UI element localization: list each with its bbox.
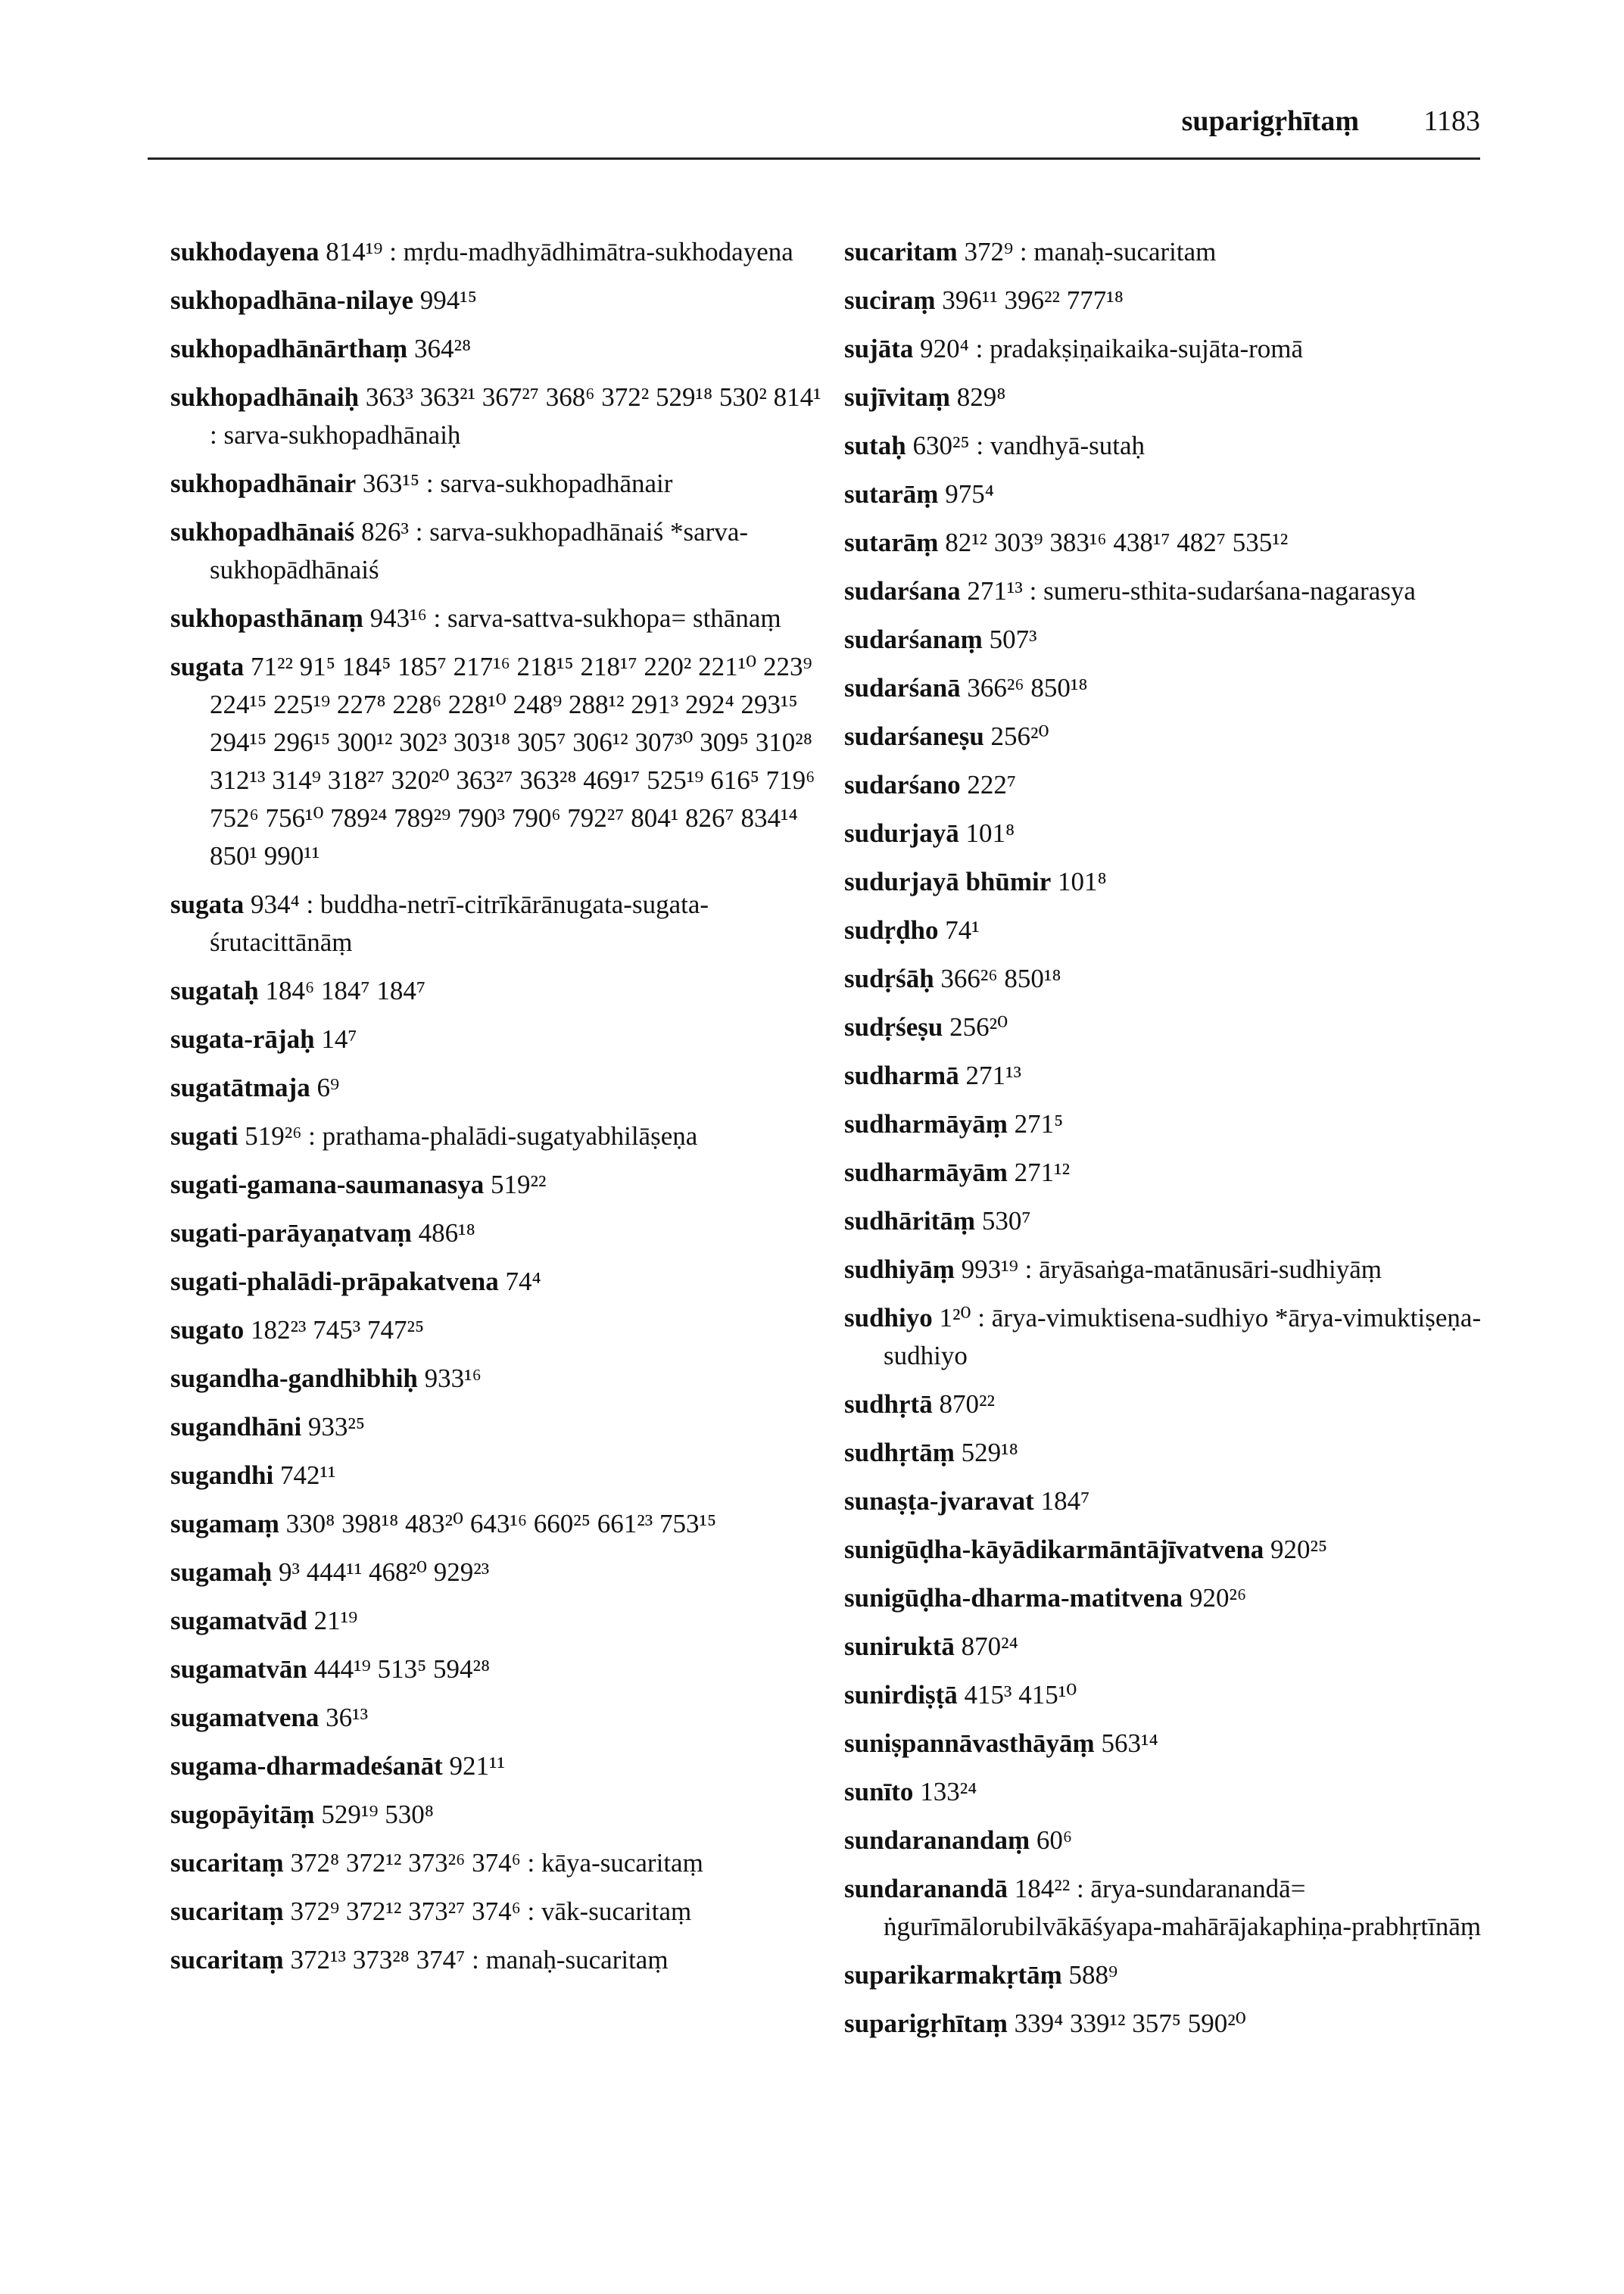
entry-references: 184⁷	[1040, 1486, 1090, 1516]
index-entry	[170, 1311, 821, 1349]
entry-references: 256²⁰	[990, 722, 1049, 751]
entry-references: 870²²	[939, 1389, 995, 1419]
entry-references: 182²³ 745³ 747²⁵	[251, 1315, 425, 1345]
page-number: 1183	[1423, 105, 1480, 137]
entry-headword: sutarāṃ	[844, 528, 939, 557]
entry-references: 519²²	[490, 1170, 547, 1199]
index-entry	[844, 524, 1495, 562]
entry-headword: sudhṛtā	[844, 1389, 933, 1419]
entry-headword: sugati-parāyaṇatvaṃ	[170, 1218, 412, 1248]
index-entry	[170, 330, 821, 368]
entry-references: 363³ 363²¹ 367²⁷ 368⁶ 372² 529¹⁸ 530² 814¹	[365, 382, 821, 412]
index-entry	[170, 1166, 821, 1204]
index-entry	[170, 1650, 821, 1688]
index-entry	[844, 572, 1495, 610]
entry-references: 529¹⁸	[961, 1438, 1018, 1467]
entry-references: 993¹⁹	[961, 1255, 1018, 1284]
index-entry	[844, 1579, 1495, 1617]
index-entry	[844, 1956, 1495, 1994]
entry-headword: sunigūḍha-dharma-matitvena	[844, 1583, 1183, 1613]
entry-references: 372¹³ 373²⁸ 374⁷	[290, 1945, 466, 1975]
entry-note: : sarva-sukhopadhānaiś *sarva-sukhopādhānaiś	[210, 517, 749, 584]
entry-headword: suparigṛhītaṃ	[844, 2009, 1008, 2038]
entry-references: 742¹¹	[279, 1460, 336, 1490]
entry-references: 529¹⁹ 530⁸	[321, 1800, 434, 1829]
entry-references: 36¹³	[326, 1703, 369, 1732]
entry-references: 920²⁶	[1189, 1583, 1247, 1613]
index-entry	[844, 2005, 1495, 2043]
index-entry	[170, 1844, 821, 1882]
entry-references: 74¹	[945, 915, 980, 945]
entry-references: 934⁴	[251, 890, 300, 919]
entry-headword: sugati	[170, 1121, 238, 1151]
entry-headword: sugandhāni	[170, 1412, 302, 1442]
entry-headword: sucaritam	[844, 237, 958, 266]
entry-headword: sugandha-gandhibhiḥ	[170, 1364, 418, 1393]
entry-references: 943¹⁶	[369, 603, 427, 633]
entry-references: 366²⁶ 850¹⁸	[967, 673, 1088, 703]
entry-references: 507³	[989, 625, 1037, 654]
entry-references: 519²⁶	[245, 1121, 302, 1151]
index-entry	[844, 282, 1495, 319]
index-entry	[170, 1069, 821, 1107]
entry-headword: sugato	[170, 1315, 245, 1345]
index-entry	[170, 1893, 821, 1931]
entry-references: 933²⁵	[307, 1412, 366, 1442]
entry-references: 60⁶	[1036, 1825, 1073, 1855]
index-entry	[844, 1299, 1495, 1375]
index-entry	[170, 1699, 821, 1737]
entry-references: 933¹⁶	[424, 1364, 482, 1393]
index-entry	[844, 718, 1495, 756]
index-entry	[170, 379, 821, 454]
entry-headword: sujīvitaṃ	[844, 382, 950, 412]
index-entry	[844, 475, 1495, 513]
entry-references: 101⁸	[1058, 867, 1107, 896]
entry-references: 486¹⁸	[418, 1218, 475, 1248]
index-entry	[844, 669, 1495, 707]
entry-references: 630²⁵	[912, 431, 970, 460]
entry-headword: sudurjayā bhūmir	[844, 867, 1052, 896]
entry-references: 256²⁰	[949, 1012, 1008, 1042]
index-entry	[844, 1008, 1495, 1046]
entry-references: 366²⁶ 850¹⁸	[940, 964, 1061, 993]
entry-note: : buddha-netrī-citrīkārānugata-sugata-śrutacittānāṃ	[210, 890, 709, 957]
index-entry	[844, 427, 1495, 465]
entry-references: 1²⁰	[939, 1303, 971, 1332]
entry-headword: suniruktā	[844, 1632, 955, 1661]
index-entry	[844, 815, 1495, 852]
index-entry	[170, 1214, 821, 1252]
index-entry	[844, 1385, 1495, 1423]
entry-headword: sugandhi	[170, 1460, 274, 1490]
entry-note: : kāya-sucaritaṃ	[527, 1848, 703, 1878]
entry-note: : prathama-phalādi-sugatyabhilāṣeṇa	[308, 1121, 698, 1151]
index-entry	[170, 1408, 821, 1446]
entry-headword: sudarśana	[844, 576, 961, 606]
index-entry	[170, 1117, 821, 1155]
index-entry	[844, 1676, 1495, 1714]
index-entry	[844, 1822, 1495, 1859]
index-entry	[170, 1021, 821, 1058]
page-header	[167, 97, 1480, 142]
index-entry	[170, 1941, 821, 1979]
entry-note: : sarva-sukhopadhānaiḥ	[210, 420, 461, 450]
index-entry	[844, 379, 1495, 416]
entry-headword: sudharmāyām	[844, 1158, 1008, 1187]
entry-note: : mṛdu-madhyādhimātra-sukhodayena	[389, 237, 793, 266]
entry-note: : vandhyā-sutaḥ	[976, 431, 1145, 460]
index-entry	[170, 282, 821, 319]
entry-headword: sundaranandā	[844, 1874, 1008, 1903]
header-rule	[148, 157, 1480, 160]
entry-headword: sudhiyāṃ	[844, 1255, 955, 1284]
index-entry	[844, 1725, 1495, 1763]
index-entry	[844, 1531, 1495, 1569]
entry-note: : manaḥ-sucaritam	[1019, 237, 1217, 266]
entry-headword: sucaritaṃ	[170, 1897, 284, 1926]
entry-references: 271¹³	[967, 576, 1023, 606]
entry-headword: sugopāyitāṃ	[170, 1800, 315, 1829]
entry-headword: suparikarmakṛtāṃ	[844, 1960, 1062, 1990]
entry-references: 271¹³	[965, 1061, 1021, 1090]
entry-headword: sugata	[170, 652, 245, 681]
entry-headword: sugamatvān	[170, 1654, 307, 1684]
index-entry	[170, 513, 821, 589]
index-entry	[170, 465, 821, 503]
entry-headword: sutarāṃ	[844, 479, 939, 509]
entry-references: 372⁸ 372¹² 373²⁶ 374⁶	[290, 1848, 521, 1878]
entry-note: : sarva-sattva-sukhopa= sthānaṃ	[433, 603, 781, 633]
entry-references: 870²⁴	[961, 1632, 1018, 1661]
index-entry	[844, 233, 1495, 271]
entry-headword: sugata	[170, 890, 245, 919]
entry-references: 271⁵	[1014, 1109, 1064, 1139]
entry-headword: sunigūḍha-kāyādikarmāntājīvatvena	[844, 1535, 1264, 1564]
index-entry	[844, 330, 1495, 368]
entry-references: 21¹⁹	[313, 1606, 358, 1635]
index-entry	[170, 886, 821, 962]
entry-headword: sudharmāyāṃ	[844, 1109, 1008, 1139]
entry-headword: sukhopadhānaiḥ	[170, 382, 360, 412]
entry-note: : pradakṣiṇaikaika-sujāta-romā	[975, 334, 1304, 363]
entry-headword: sugamatvād	[170, 1606, 307, 1635]
entry-headword: sudurjayā	[844, 818, 959, 848]
entry-headword: sudhṛtāṃ	[844, 1438, 955, 1467]
entry-headword: sukhopadhāna-nilaye	[170, 285, 413, 315]
index-entry	[170, 1602, 821, 1640]
entry-references: 9³ 444¹¹ 468²⁰ 929²³	[278, 1557, 490, 1587]
entry-references: 975⁴	[945, 479, 994, 509]
entry-references: 133²⁴	[920, 1777, 977, 1806]
entry-headword: sugamatvena	[170, 1703, 320, 1732]
entry-references: 271¹²	[1014, 1158, 1071, 1187]
index-entry	[844, 1057, 1495, 1095]
index-entry	[844, 766, 1495, 804]
entry-references: 588⁹	[1068, 1960, 1118, 1990]
entry-headword: sudṛśāḥ	[844, 964, 934, 993]
right-column	[844, 233, 1495, 2053]
entry-references: 372⁹ 372¹² 373²⁷ 374⁶	[290, 1897, 521, 1926]
index-entry	[844, 1773, 1495, 1811]
left-column	[170, 233, 821, 1990]
entry-references: 101⁸	[965, 818, 1015, 848]
entry-headword: sucaritaṃ	[170, 1945, 284, 1975]
entry-headword: sugama-dharmadeśanāt	[170, 1751, 443, 1781]
entry-headword: sugati-phalādi-prāpakatvena	[170, 1267, 499, 1296]
entry-headword: sudhiyo	[844, 1303, 933, 1332]
entry-headword: sudṛḍho	[844, 915, 939, 945]
entry-references: 222⁷	[967, 770, 1017, 799]
entry-references: 829⁸	[956, 382, 1006, 412]
entry-references: 6⁹	[316, 1073, 340, 1102]
entry-references: 563¹⁴	[1101, 1728, 1158, 1758]
entry-headword: sugamaḥ	[170, 1557, 273, 1587]
entry-headword: sukhopadhānaiś	[170, 517, 355, 547]
entry-headword: sugataḥ	[170, 976, 259, 1005]
entry-headword: sudarśanā	[844, 673, 961, 703]
index-entry	[170, 1263, 821, 1301]
entry-references: 826³	[360, 517, 409, 547]
index-entry	[844, 1154, 1495, 1192]
entry-references: 74⁴	[505, 1267, 541, 1296]
entry-note: : manaḥ-sucaritaṃ	[472, 1945, 669, 1975]
entry-references: 364²⁸	[413, 334, 472, 363]
entry-references: 363¹⁵	[362, 469, 420, 498]
entry-note: : sarva-sukhopadhānair	[425, 469, 673, 498]
index-entry	[844, 863, 1495, 901]
index-entry	[844, 912, 1495, 949]
index-entry	[170, 1457, 821, 1495]
entry-references: 372⁹	[964, 237, 1014, 266]
entry-headword: sucaritaṃ	[170, 1848, 284, 1878]
entry-references: 920⁴	[920, 334, 969, 363]
entry-references: 921¹¹	[449, 1751, 506, 1781]
index-entry	[170, 1505, 821, 1543]
entry-headword: sujāta	[844, 334, 914, 363]
index-entry	[170, 1747, 821, 1785]
entry-references: 184⁶ 184⁷ 184⁷	[265, 976, 426, 1005]
entry-headword: sudharmā	[844, 1061, 959, 1090]
index-entry	[844, 960, 1495, 998]
index-entry	[844, 1202, 1495, 1240]
entry-headword: sudṛśeṣu	[844, 1012, 943, 1042]
index-entry	[844, 1482, 1495, 1520]
entry-references: 82¹² 303⁹ 383¹⁶ 438¹⁷ 482⁷ 535¹²	[945, 528, 1289, 557]
entry-headword: sugamaṃ	[170, 1509, 279, 1538]
entry-headword: sudhāritāṃ	[844, 1206, 976, 1236]
entry-references: 920²⁵	[1270, 1535, 1328, 1564]
entry-references: 330⁸ 398¹⁸ 483²⁰ 643¹⁶ 660²⁵ 661²³ 753¹⁵	[285, 1509, 717, 1538]
entry-references: 71²² 91⁵ 184⁵ 185⁷ 217¹⁶ 218¹⁵ 218¹⁷ 220² 221¹⁰ 223⁹ 224¹⁵ 225¹⁹ 227⁸ 228⁶ 228¹⁰ 248⁹ 288¹² 291³ 292⁴ 293¹⁵ 294¹⁵ 296¹⁵ 300¹² 302³ 303¹⁸ 305⁷ 306¹² 307³⁰ 309⁵ 310²⁸ 312¹³ 314⁹ 318²⁷ 320²⁰ 363²⁷ 363²⁸ 469¹⁷ 525¹⁹ 616⁵ 719⁶ 752⁶ 756¹⁰ 789²⁴ 789²⁹ 790³ 790⁶ 792²⁷ 804¹ 826⁷ 834¹⁴ 850¹ 990¹¹	[210, 652, 815, 871]
entry-headword: sudarśano	[844, 770, 961, 799]
entry-headword: sugati-gamana-saumanasya	[170, 1170, 485, 1199]
entry-references: 14⁷	[321, 1024, 357, 1054]
entry-headword: sudarśaneṣu	[844, 722, 984, 751]
running-head-word: suparigṛhītaṃ	[1181, 105, 1359, 137]
entry-references: 339⁴ 339¹² 357⁵ 590²⁰	[1014, 2009, 1246, 2038]
entry-headword: sugata-rājaḥ	[170, 1024, 315, 1054]
entry-headword: sukhodayena	[170, 237, 320, 266]
index-entry	[170, 972, 821, 1010]
index-entry	[170, 233, 821, 271]
index-entry	[844, 1434, 1495, 1472]
entry-headword: sudarśanaṃ	[844, 625, 983, 654]
index-entry	[170, 1554, 821, 1591]
entry-headword: sukhopadhānārthaṃ	[170, 334, 408, 363]
entry-headword: sunīto	[844, 1777, 914, 1806]
entry-references: 184²²	[1014, 1874, 1071, 1903]
index-entry	[170, 1360, 821, 1398]
entry-headword: sugatātmaja	[170, 1073, 310, 1102]
entry-references: 415³ 415¹⁰	[964, 1680, 1077, 1710]
entry-note: : vāk-sucaritaṃ	[527, 1897, 692, 1926]
entry-references: 396¹¹ 396²² 777¹⁸	[942, 285, 1124, 315]
entry-headword: sukhopasthānaṃ	[170, 603, 363, 633]
index-entry	[170, 1796, 821, 1834]
entry-note: : ārya-vimuktisena-sudhiyo *ārya-vimuktiṣeṇa-sudhiyo	[884, 1303, 1482, 1370]
entry-headword: sukhopadhānair	[170, 469, 357, 498]
entry-references: 444¹⁹ 513⁵ 594²⁸	[313, 1654, 491, 1684]
entry-headword: sunaṣṭa-jvaravat	[844, 1486, 1034, 1516]
entry-references: 530⁷	[981, 1206, 1031, 1236]
index-entry	[844, 1628, 1495, 1666]
index-entry	[844, 1105, 1495, 1143]
entry-headword: sutaḥ	[844, 431, 906, 460]
entry-headword: sunirdiṣṭā	[844, 1680, 958, 1710]
index-entry	[170, 648, 821, 875]
entry-references: 994¹⁵	[419, 285, 477, 315]
entry-headword: suciraṃ	[844, 285, 936, 315]
index-entry	[170, 600, 821, 637]
entry-headword: sundaranandaṃ	[844, 1825, 1030, 1855]
entry-headword: suniṣpannāvasthāyāṃ	[844, 1728, 1095, 1758]
entry-note: : ārya-sundaranandā= ṅgurīmālorubilvākāśyapa-mahārājakaphiṇa-prabhṛtīnāṃ	[884, 1874, 1482, 1941]
index-entry	[844, 1251, 1495, 1289]
entry-note: : sumeru-sthita-sudarśana-nagarasya	[1029, 576, 1416, 606]
entry-note: : āryāsaṅga-matānusāri-sudhiyāṃ	[1024, 1255, 1382, 1284]
index-entry	[844, 1870, 1495, 1946]
entry-references: 814¹⁹	[326, 237, 383, 266]
index-entry	[844, 621, 1495, 659]
